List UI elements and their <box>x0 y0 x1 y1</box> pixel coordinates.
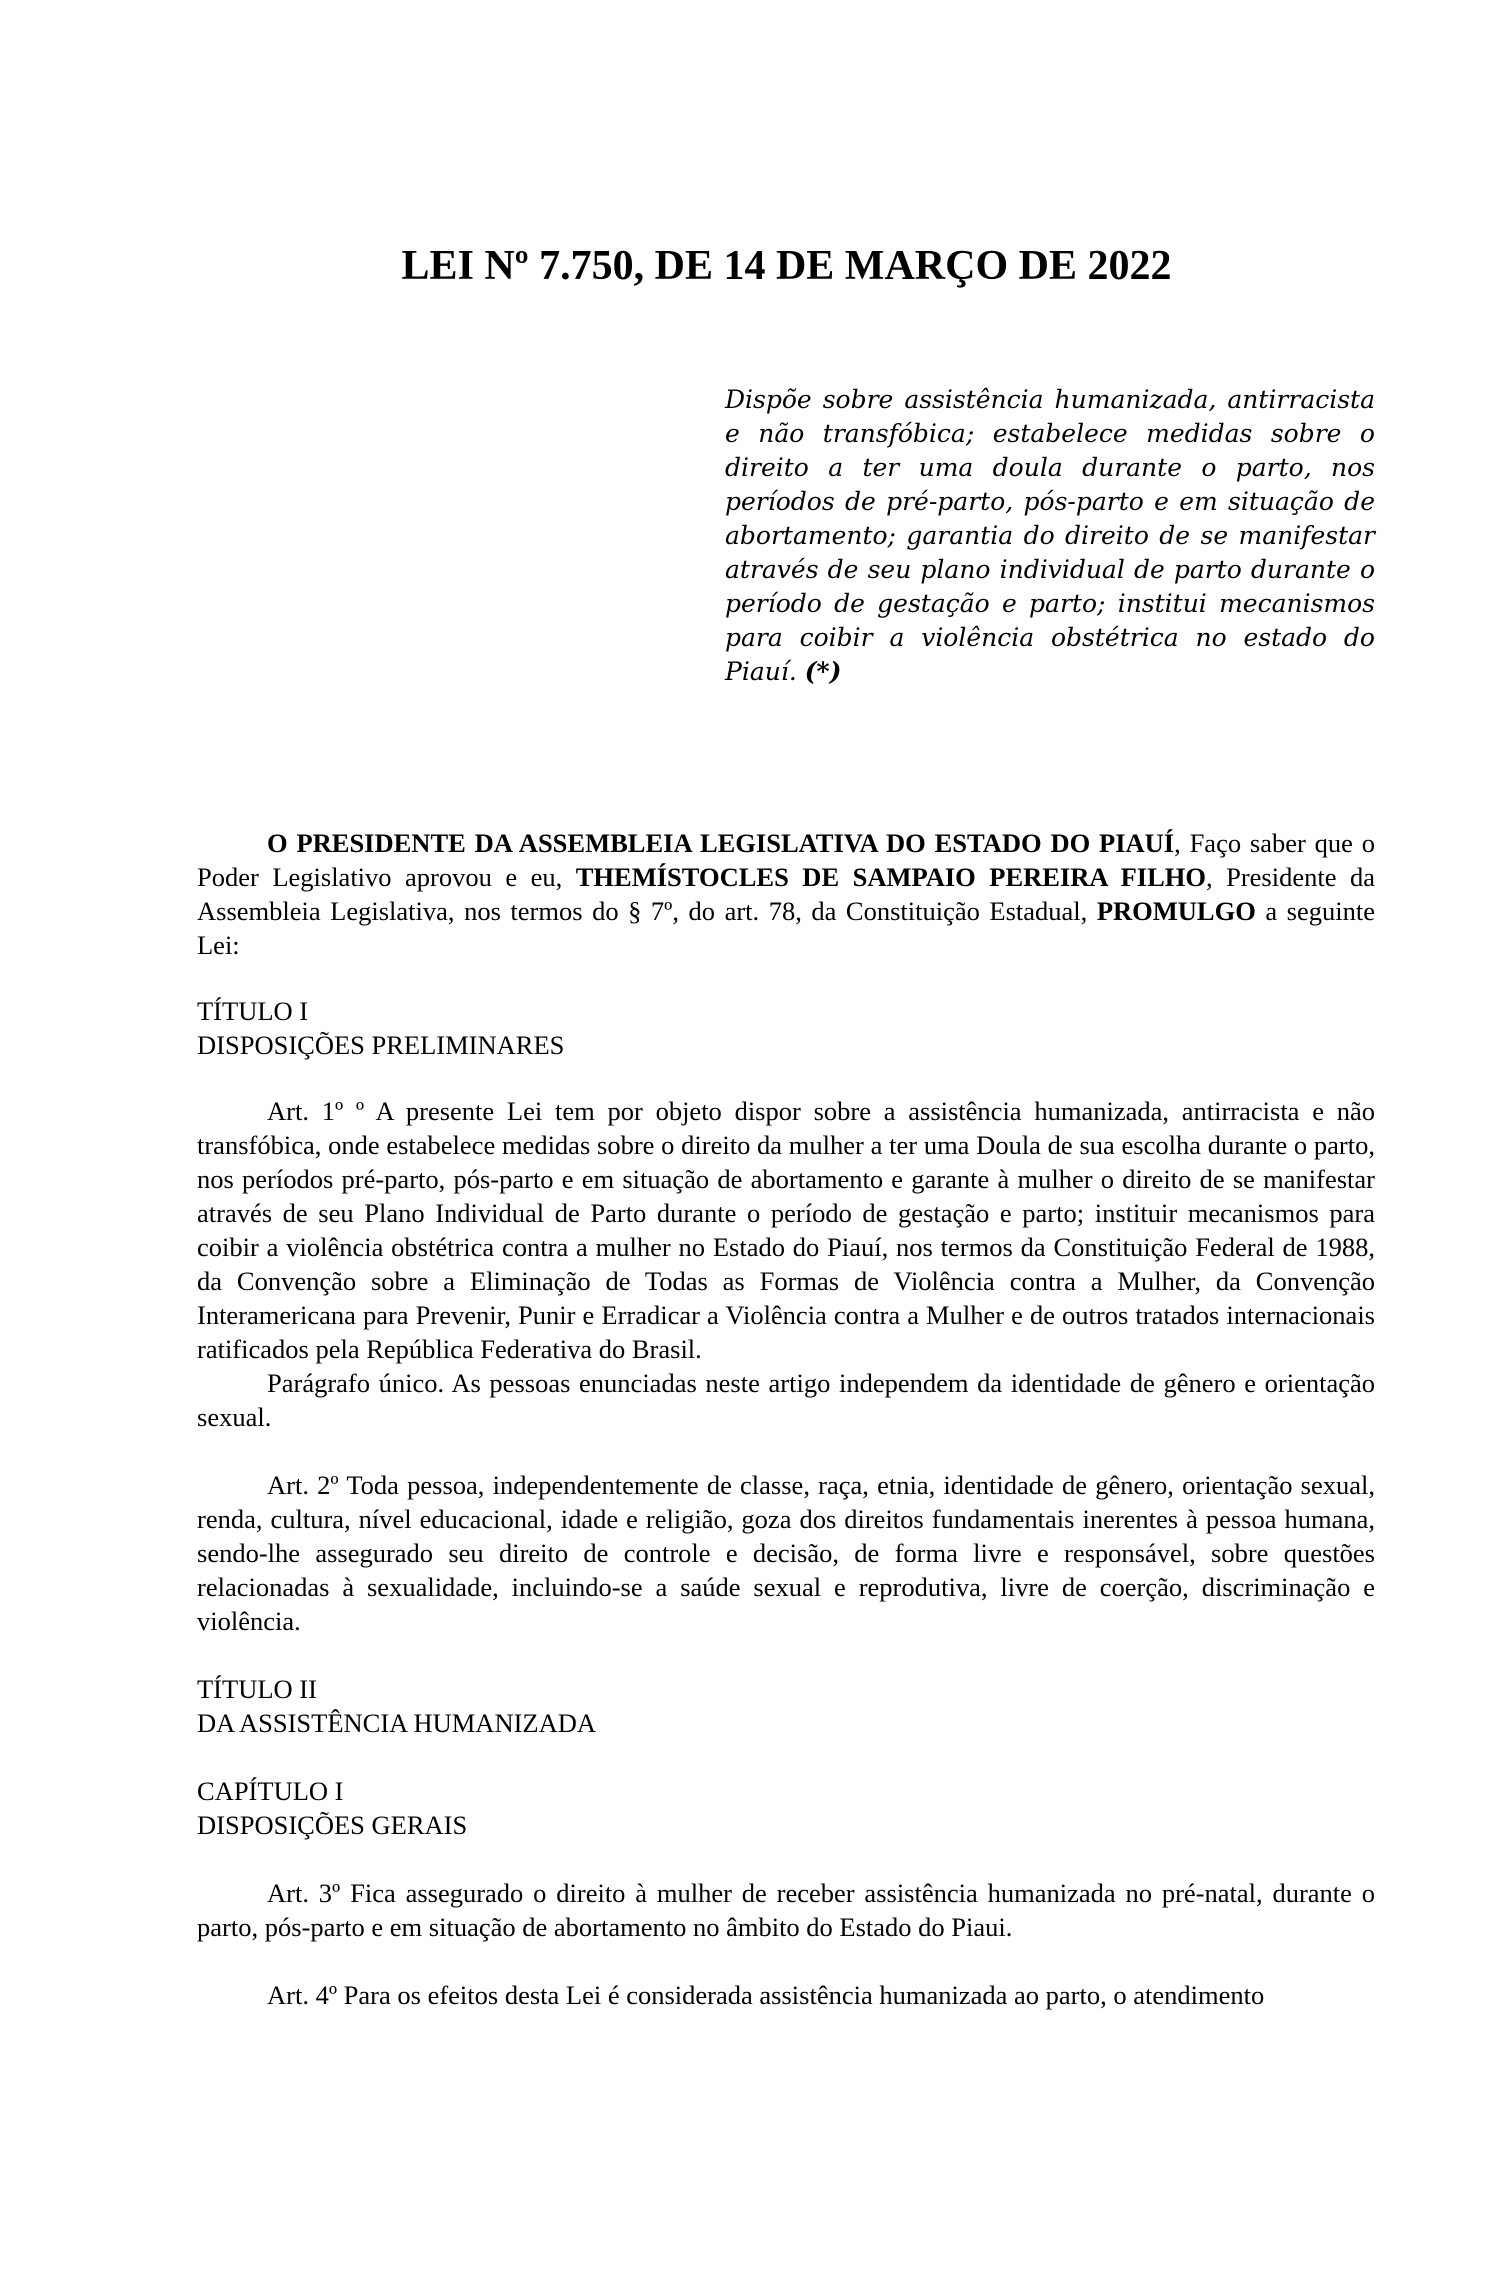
law-body <box>197 826 1375 2012</box>
preamble-name: THEMÍSTOCLES DE SAMPAIO PEREIRA FILHO <box>575 862 1206 892</box>
preamble-president: O PRESIDENTE DA ASSEMBLEIA LEGISLATIVA DO ESTADO DO PIAUÍ <box>267 828 1175 858</box>
article-3: Art. 3º Fica assegurado o direito à mulher de receber assistência humanizada no pré-natal, durante o parto, pós-parto e em situação de abortamento no âmbito do Estado do Piaui. <box>197 1878 1375 1942</box>
article-1: Art. 1º º A presente Lei tem por objeto dispor sobre a assistência humanizada, antirracista e não transfóbica, onde estabelece medidas sobre o direito da mulher a ter uma Doula de sua escolha durante o parto, nos períodos pré-parto, pós-parto e em situação de abortamento e garante à mulher o direito de se manifestar através de seu Plano Individual de Parto durante o período de gestação e parto; instituir mecanismos para coibir a violência obstétrica contra a mulher no Estado do Piauí, nos termos da Constituição Federal de 1988, da Convenção sobre a Eliminação de Todas as Formas de Violência contra a Mulher, da Convenção Interamericana para Prevenir, Punir e Erradicar a Violência contra a Mulher e de outros tratados internacionais ratificados pela República Federativa do Brasil. <box>197 1096 1375 1364</box>
preamble-promulgo: PROMULGO <box>1096 896 1256 926</box>
article-4: Art. 4º Para os efeitos desta Lei é considerada assistência humanizada ao parto, o atendimento <box>267 1980 1265 2010</box>
ementa-marker: (*) <box>804 657 842 686</box>
law-title: LEI Nº 7.750, DE 14 DE MARÇO DE 2022 <box>401 243 1172 289</box>
capitulo-1-number: CAPÍTULO I <box>197 1776 344 1806</box>
preamble-text-2: , Presidente da Assembleia Legislativa, nos termos do § 7º, do art. 78, da Constituição Estadual, <box>197 862 1375 926</box>
titulo-2-name: DA ASSISTÊNCIA HUMANIZADA <box>197 1708 597 1738</box>
ementa-text: Dispõe sobre assistência humanizada, antirracista e não transfóbica; estabelece medidas sobre o direito a ter uma doula durante o parto, nos períodos de pré-parto, pós-parto e em situação de abortamento; garantia do direito de se manifestar através de seu plano individual de parto durante o período de gestação e parto; institui mecanismos para coibir a violência obstétrica no estado do Piauí. <box>725 385 1375 686</box>
titulo-1-number: TÍTULO I <box>197 996 309 1026</box>
preamble <box>197 826 1375 962</box>
article-1-paragraph: Parágrafo único. As pessoas enunciadas neste artigo independem da identidade de gênero e orientação sexual. <box>197 1368 1375 1432</box>
titulo-1-name: DISPOSIÇÕES PRELIMINARES <box>197 1030 565 1060</box>
preamble-text-3: a seguinte Lei: <box>197 896 1375 960</box>
article-2: Art. 2º Toda pessoa, independentemente de classe, raça, etnia, identidade de gênero, orientação sexual, renda, cultura, nível educacional, idade e religião, goza dos direitos fundamentais inerentes à pessoa humana, sendo-lhe assegurado seu direito de controle e decisão, de forma livre e responsável, sobre questões relacionadas à sexualidade, incluindo-se a saúde sexual e reprodutiva, livre de coerção, discriminação e violência. <box>197 1470 1375 1636</box>
preamble-text-1: , Faço saber que o Poder Legislativo aprovou e eu, <box>197 828 1375 892</box>
titulo-2-number: TÍTULO II <box>197 1674 317 1704</box>
ementa <box>725 383 1375 689</box>
capitulo-1-name: DISPOSIÇÕES GERAIS <box>197 1810 468 1840</box>
